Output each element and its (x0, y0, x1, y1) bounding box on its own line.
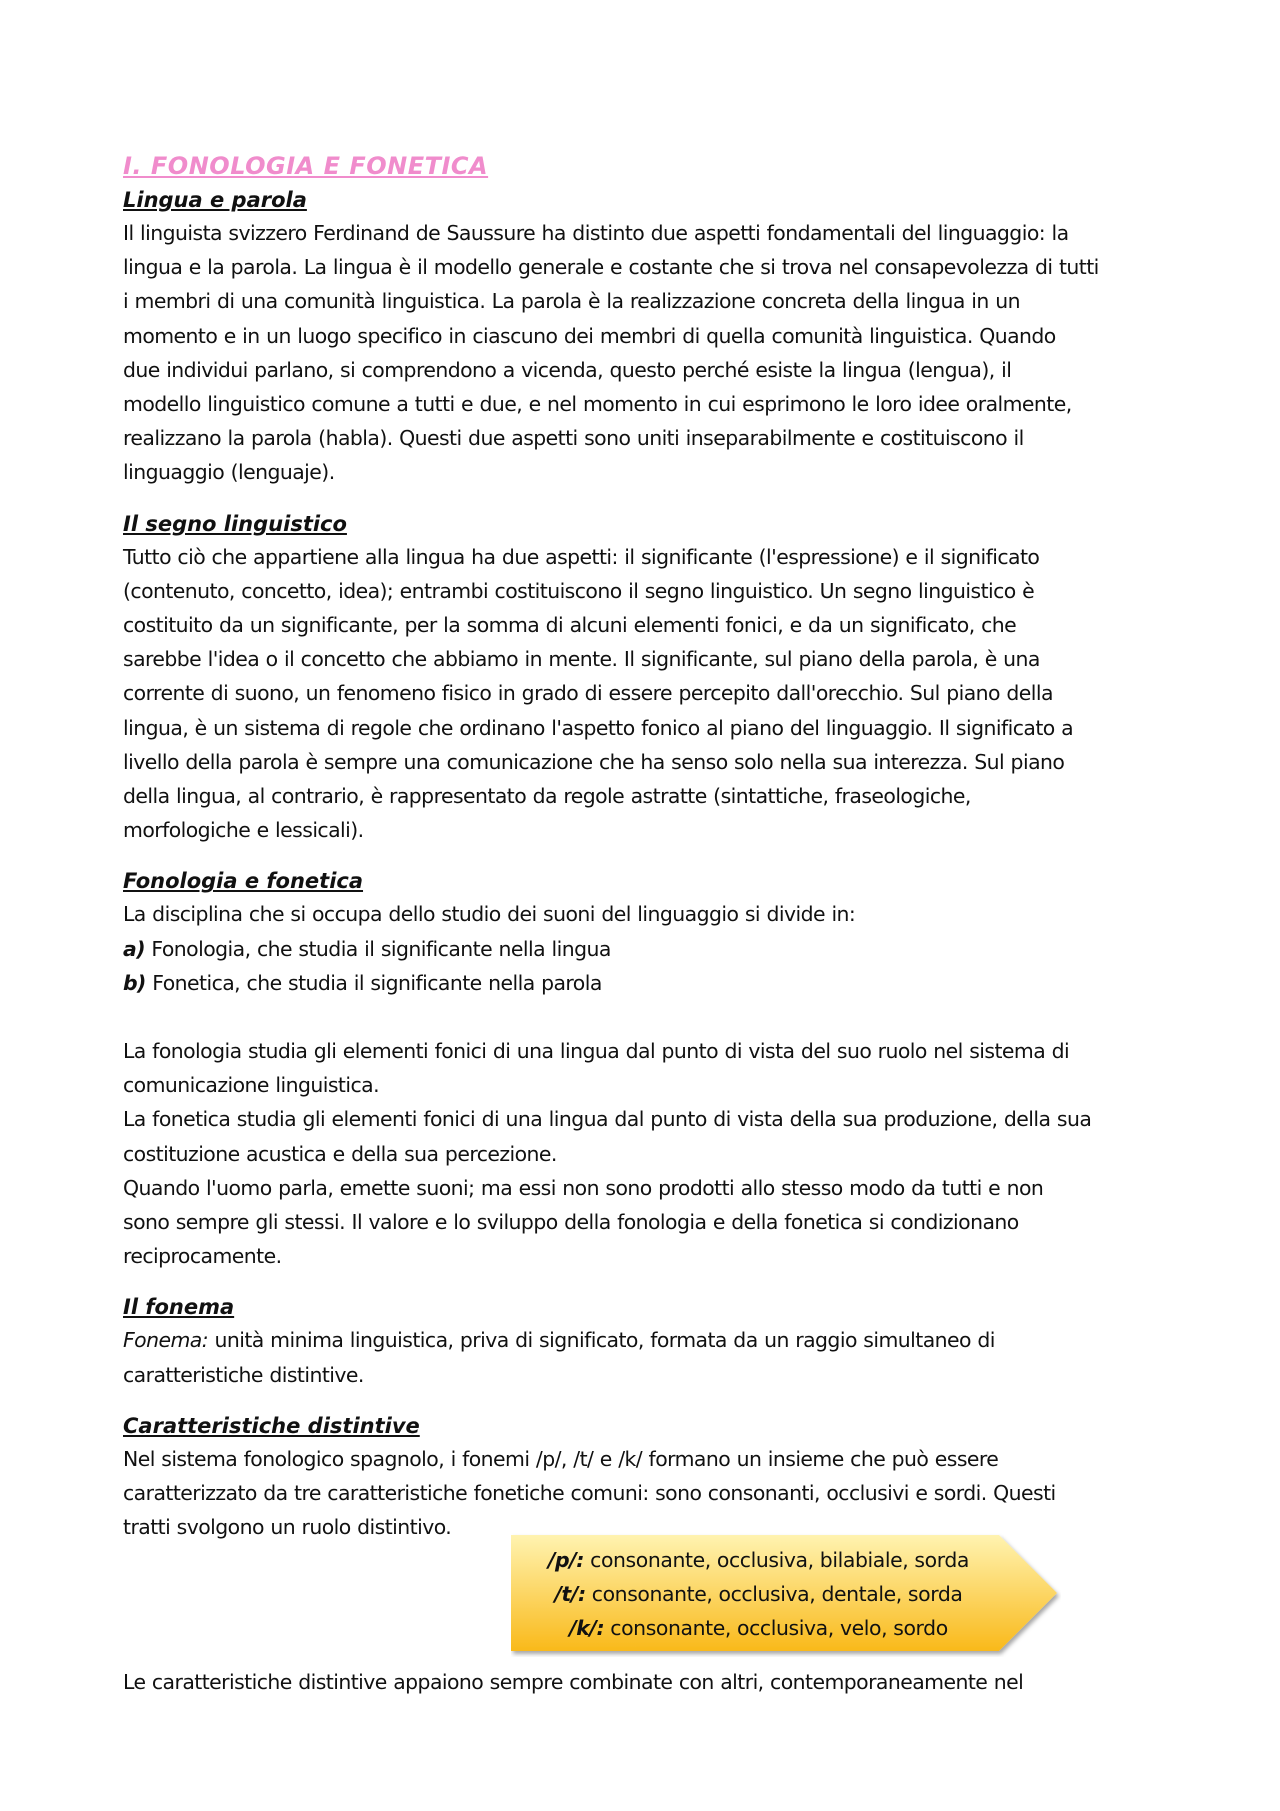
text-line: Quando l'uomo parla, emette suoni; ma essi non sono prodotti allo stesso modo da tutti e non (123, 1175, 1044, 1200)
phoneme-description: consonante, occlusiva, velo, sordo (604, 1616, 948, 1641)
section-heading: Lingua e parola (123, 188, 307, 212)
text-line: sono sempre gli stessi. Il valore e lo sviluppo della fonologia e della fonetica si condizionano (123, 1210, 1019, 1235)
text-line: linguaggio (lenguaje). (123, 460, 335, 485)
paragraph (123, 540, 1169, 848)
phoneme-row (511, 1543, 1006, 1577)
section-segno-linguistico (123, 508, 1169, 848)
phoneme-list (511, 1543, 1006, 1646)
list-item (123, 966, 1169, 1000)
section-heading: Caratteristiche distintive (123, 1413, 420, 1438)
list-item (123, 932, 1169, 966)
section-fonologia-e-fonetica (123, 865, 1169, 1273)
document-title: I. FONOLOGIA E FONETICA (123, 152, 489, 180)
text-line: caratteristiche distintive. (123, 1362, 364, 1387)
paragraph (123, 1442, 1169, 1545)
paragraph (123, 897, 1169, 1273)
definition: unità minima linguistica, priva di significato, formata da un raggio simultaneo di (208, 1328, 995, 1353)
phoneme-row (511, 1577, 1006, 1611)
text-line: Nel sistema fonologico spagnolo, i fonemi /p/, /t/ e /k/ formano un insieme che può essere (123, 1446, 999, 1471)
text-line: realizzano la parola (habla). Questi due aspetti sono uniti inseparabilmente e costituiscono il (123, 426, 1024, 451)
text-line: costituito da un significante, per la somma di alcuni elementi fonici, e da un significato, che (123, 613, 1017, 638)
section-fonema (123, 1291, 1169, 1391)
paragraph (123, 216, 1169, 490)
section-caratteristiche-distintive (123, 1410, 1169, 1545)
text-line (123, 1323, 1169, 1357)
phoneme-symbol: /p/: (548, 1548, 585, 1572)
list-item-text: Fonologia, che studia il significante nella lingua (144, 936, 611, 961)
phoneme-row (511, 1611, 1006, 1645)
text-line: tratti svolgono un ruolo distintivo. (123, 1515, 452, 1540)
section-heading: Il fonema (123, 1295, 235, 1320)
list-item-label: b) (123, 970, 146, 995)
text-line: (contenuto, concetto, idea); entrambi costituiscono il segno linguistico. Un segno linguistico è (123, 578, 1035, 603)
text-line: La disciplina che si occupa dello studio dei suoni del linguaggio si divide in: (123, 902, 856, 927)
phoneme-symbol: /t/: (554, 1582, 586, 1607)
section-lingua-e-parola (123, 184, 1169, 490)
list-item-text: Fonetica, che studia il significante nella parola (145, 970, 602, 995)
text-line: corrente di suono, un fenomeno fisico in grado di essere percepito dall'orecchio. Sul piano della (123, 681, 1053, 706)
text-line: Tutto ciò che appartiene alla lingua ha due aspetti: il significante (l'espressione) e il significato (123, 544, 1040, 569)
term: Fonema: (123, 1328, 209, 1353)
text-line: caratterizzato da tre caratteristiche fonetiche comuni: sono consonanti, occlusivi e sordi. Questi (123, 1481, 1056, 1506)
section-heading: Fonologia e fonetica (123, 869, 364, 894)
text-line: comunicazione linguistica. (123, 1073, 380, 1098)
text-line: reciprocamente. (123, 1244, 282, 1269)
paragraph (123, 1323, 1169, 1391)
text-line: modello linguistico comune a tutti e due, e nel momento in cui esprimono le loro idee oralmente, (123, 392, 1072, 417)
text-line: lingua e la parola. La lingua è il modello generale e costante che si trova nel consapevolezza di tutti (123, 255, 1099, 280)
phoneme-description: consonante, occlusiva, dentale, sorda (585, 1582, 963, 1607)
text-line: La fonetica studia gli elementi fonici di una lingua dal punto di vista della sua produzione, della sua (123, 1107, 1092, 1132)
section-heading: Il segno linguistico (123, 511, 347, 536)
text-line: La fonologia studia gli elementi fonici di una lingua dal punto di vista del suo ruolo nel sistema di (123, 1039, 1070, 1064)
closing-line: Le caratteristiche distintive appaiono sempre combinate con altri, contemporaneamente nel (123, 1670, 1024, 1694)
phoneme-symbol: /k/: (569, 1616, 605, 1641)
text-line: della lingua, al contrario, è rappresentato da regole astratte (sintattiche, fraseologiche, (123, 784, 971, 809)
phoneme-arrow-box (511, 1533, 1061, 1657)
text-line: lingua, è un sistema di regole che ordinano l'aspetto fonico al piano del linguaggio. Il significato a (123, 715, 1074, 740)
text-line: costituzione acustica e della sua percezione. (123, 1141, 557, 1166)
text-line: morfologiche e lessicali). (123, 818, 364, 843)
text-line: i membri di una comunità linguistica. La parola è la realizzazione concreta della lingua in un (123, 289, 1020, 314)
text-line: due individui parlano, si comprendono a vicenda, questo perché esiste la lingua (lengua), il (123, 357, 1012, 382)
text-line: sarebbe l'idea o il concetto che abbiamo in mente. Il significante, sul piano della parola, è una (123, 647, 1040, 672)
document-page (123, 148, 1169, 1545)
text-line: momento e in un luogo specifico in ciascuno dei membri di quella comunità linguistica. Quando (123, 323, 1056, 348)
list-item-label: a) (123, 936, 145, 961)
text-line: Il linguista svizzero Ferdinand de Saussure ha distinto due aspetti fondamentali del linguaggio: la (123, 221, 1069, 245)
text-line: livello della parola è sempre una comunicazione che ha senso solo nella sua interezza. Sul piano (123, 749, 1065, 774)
phoneme-description: consonante, occlusiva, bilabiale, sorda (584, 1548, 969, 1572)
